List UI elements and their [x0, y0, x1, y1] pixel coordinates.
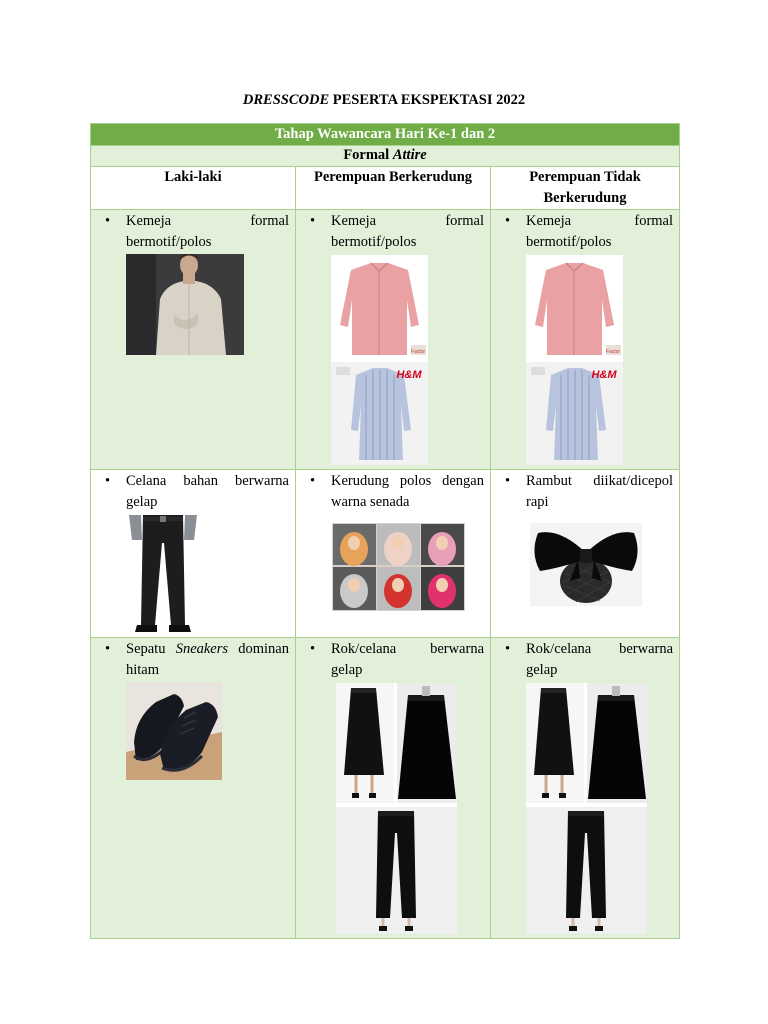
text-word: berwarna [430, 641, 484, 657]
text-word: Kemeja [526, 213, 572, 229]
dark-skirts-and-trousers-image [526, 683, 647, 934]
list-item [97, 210, 289, 253]
dark-trousers-image [127, 515, 199, 633]
text-line: gelap [331, 662, 363, 678]
text-line: rapi [526, 494, 549, 510]
text-word: Kemeja [331, 213, 377, 229]
cell-male-shirt [91, 210, 296, 470]
text-word: dengan [442, 473, 484, 489]
text-word: Kerudung [331, 473, 389, 489]
text-word: diikat/dicepol [593, 473, 674, 489]
cell-female-no-hijab-shirt [491, 210, 680, 470]
text-word: Rok/celana [331, 641, 397, 657]
column-header-female-no-hijab: Perempuan Tidak Berkerudung [491, 167, 680, 210]
hm-brand-label: H&M [396, 369, 422, 381]
text-line: warna senada [331, 494, 410, 510]
cell-male-trousers [91, 470, 296, 638]
bullet-icon: • [310, 213, 316, 229]
table-row [91, 470, 680, 638]
list-item [497, 210, 673, 253]
black-sneakers-image [126, 682, 222, 780]
text-word: berwarna [235, 473, 289, 489]
text-word: polos [399, 473, 432, 489]
bullet-icon: • [505, 641, 511, 657]
cell-female-hijab-kerudung [296, 470, 491, 638]
table-row [91, 210, 680, 470]
cell-female-no-hijab-skirt [491, 638, 680, 939]
text-word: Sepatu [126, 641, 166, 657]
stage-header: Tahap Wawancara Hari Ke-1 dan 2 [91, 124, 680, 146]
text-word: bahan [183, 473, 218, 489]
pink-and-striped-blouses-image [331, 255, 428, 465]
text-word: Celana [126, 473, 167, 489]
list-item [302, 210, 484, 253]
bullet-icon: • [105, 641, 111, 657]
black-hair-bow-image [530, 523, 642, 606]
bullet-icon: • [105, 213, 111, 229]
title-rest: PESERTA EKSPEKTASI 2022 [329, 92, 526, 108]
text-line: bermotif/polos [331, 234, 417, 250]
bullet-icon: • [505, 213, 511, 229]
list-item [97, 638, 289, 681]
text-word: formal [445, 213, 484, 229]
bullet-icon: • [310, 641, 316, 657]
text-line: bermotif/polos [126, 234, 212, 250]
text-word: Rambut [526, 473, 572, 489]
bullet-icon: • [310, 473, 316, 489]
bullet-icon: • [505, 473, 511, 489]
bullet-icon: • [105, 473, 111, 489]
attire-italic: Attire [392, 147, 427, 163]
cell-male-shoes [91, 638, 296, 939]
text-line: gelap [526, 662, 558, 678]
text-line: gelap [126, 494, 158, 510]
man-shirt-image [126, 254, 244, 355]
attire-header [91, 146, 680, 167]
text-word: berwarna [619, 641, 674, 657]
factor-brand-label: Factor [605, 349, 621, 355]
text-word-italic: Sneakers [175, 641, 229, 657]
column-header-female-hijab: Perempuan Berkerudung [296, 167, 491, 210]
column-header-male: Laki-laki [91, 167, 296, 210]
hm-brand-label: H&M [591, 369, 617, 381]
cell-female-hijab-skirt [296, 638, 491, 939]
text-line: hitam [126, 662, 160, 678]
text-word: formal [250, 213, 289, 229]
dresscode-table [90, 123, 680, 939]
attire-plain: Formal [343, 147, 393, 163]
text-word: formal [634, 213, 674, 229]
pink-and-striped-blouses-image [526, 255, 623, 465]
text-word: Rok/celana [526, 641, 592, 657]
text-line: bermotif/polos [526, 234, 612, 250]
text-word: Kemeja [126, 213, 172, 229]
factor-brand-label: Factor [410, 349, 426, 355]
list-item [302, 470, 484, 513]
plain-hijab-collage-image [332, 523, 465, 611]
title-italic: DRESSCODE [242, 92, 330, 108]
dark-skirts-and-trousers-image [336, 683, 457, 934]
text-word: dominan [238, 641, 289, 657]
table-row [91, 638, 680, 939]
cell-female-no-hijab-hair [491, 470, 680, 638]
list-item [302, 638, 484, 681]
cell-female-hijab-shirt [296, 210, 491, 470]
list-item [97, 470, 289, 513]
page-title [0, 92, 768, 109]
list-item [497, 638, 673, 681]
list-item [497, 470, 673, 513]
